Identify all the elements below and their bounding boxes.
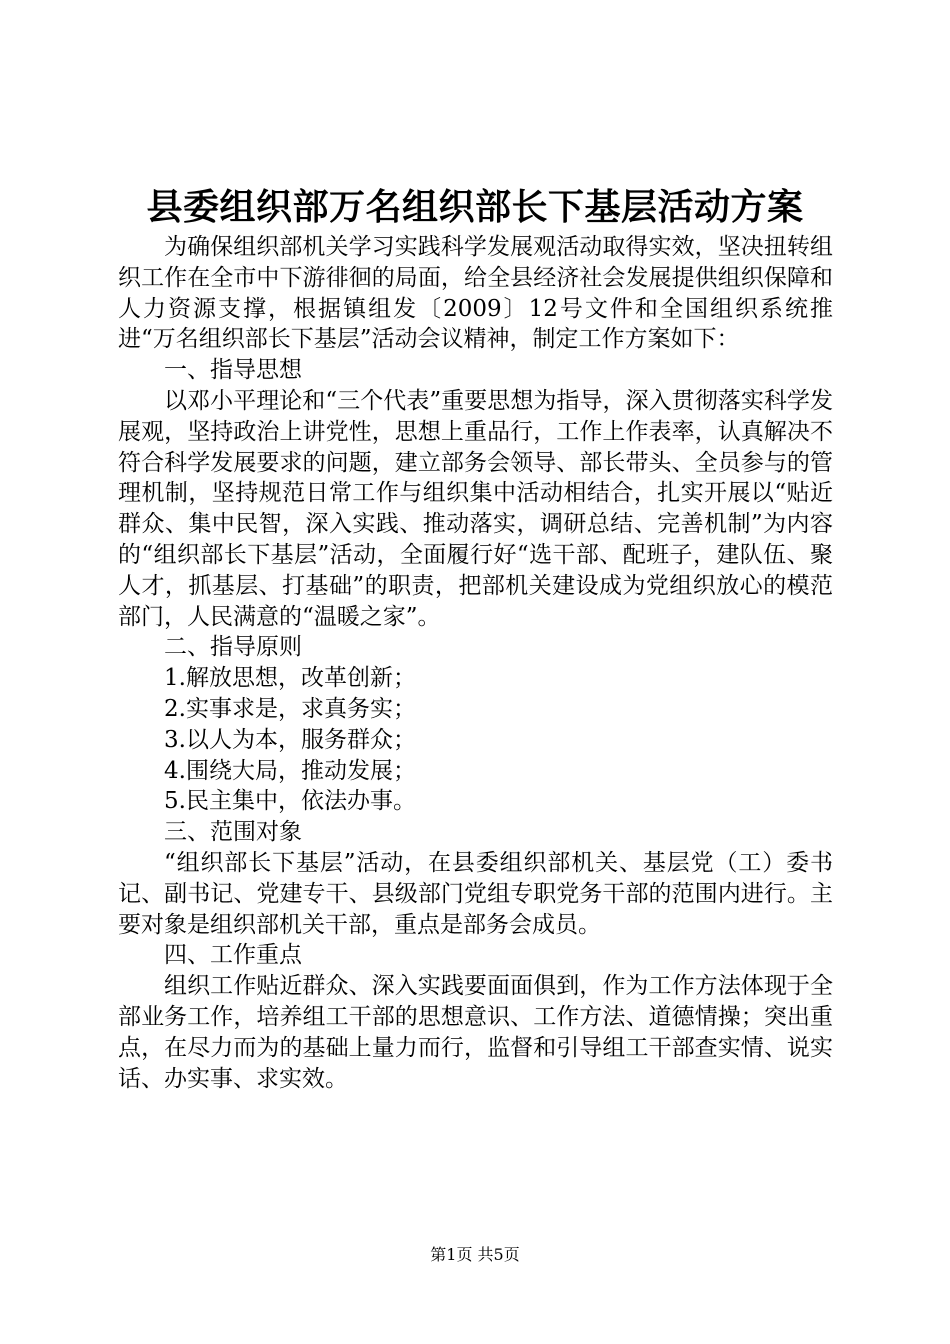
principle-item: 2.实事求是，求真务实；	[164, 695, 416, 722]
principle-item: 3.以人为本，服务群众；	[164, 726, 416, 753]
section-heading: 一、指导思想	[164, 357, 302, 384]
principle-item: 5.民主集中，依法办事。	[164, 788, 416, 815]
principle-item: 1.解放思想，改革创新；	[164, 665, 416, 692]
section-body: 以邓小平理论和“三个代表”重要思想为指导，深入贯彻落实科学发展观，坚持政治上讲党性，思想上重品行，工作上作表率，认真解决不符合科学发展要求的问题，建立部务会领导、部长带头、全员参与的管理机制，坚持规范日常工作与组织集中活动相结合，扎实开展以“贴近群众、集中民智，深入实践、推动落实，调研总结、完善机制”为内容的“组织部长下基层”活动，全面履行好“选干部、配班子，建队伍、聚人才，抓基层、打基础”的职责，把部机关建设成为党组织放心的模范部门，人民满意的“温暖之家”。	[118, 387, 833, 630]
section-body: “组织部长下基层”活动，在县委组织部机关、基层党（工）委书记、副书记、党建专干、县级部门党组专职党务干部的范围内进行。主要对象是组织部机关干部，重点是部务会成员。	[118, 849, 833, 938]
principle-item: 4.围绕大局，推动发展；	[164, 757, 416, 784]
section-heading: 三、范围对象	[164, 819, 302, 846]
document-body	[118, 232, 833, 1094]
document-title: 县委组织部万名组织部长下基层活动方案	[146, 186, 804, 228]
page-footer: 第1页 共5页	[430, 1245, 520, 1264]
section-heading: 四、工作重点	[164, 942, 302, 969]
section-heading: 二、指导原则	[164, 634, 302, 661]
section-body: 组织工作贴近群众、深入实践要面面俱到，作为工作方法体现于全部业务工作，培养组工干部的思想意识、工作方法、道德情操；突出重点，在尽力而为的基础上量力而行，监督和引导组工干部查实情、说实话、办实事、求实效。	[118, 973, 833, 1092]
intro-paragraph: 为确保组织部机关学习实践科学发展观活动取得实效，坚决扭转组织工作在全市中下游徘徊的局面，给全县经济社会发展提供组织保障和人力资源支撑，根据镇组发〔2009〕12号文件和全国组织系统推进“万名组织部长下基层”活动会议精神，制定工作方案如下：	[118, 234, 833, 353]
